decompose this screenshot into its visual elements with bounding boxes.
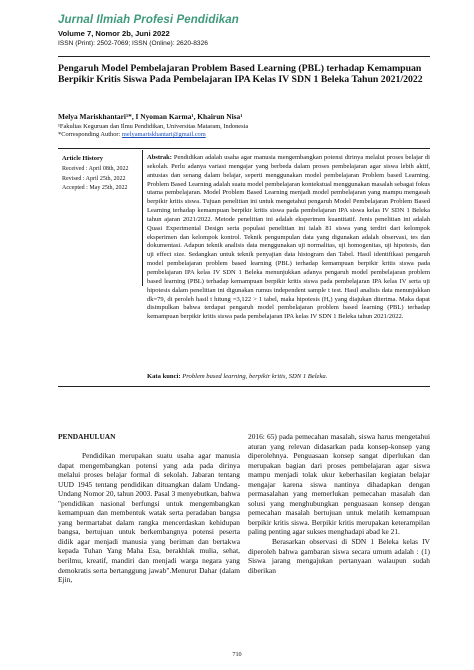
issn-info: ISSN (Print): 2502-7069; ISSN (Online): 2620-8326 bbox=[58, 40, 208, 47]
keywords-label: Kata kunci: bbox=[147, 373, 181, 380]
page-number: 710 bbox=[232, 651, 242, 658]
abstract-top-rule bbox=[58, 148, 430, 149]
paper-title: Pengaruh Model Pembelajaran Problem Based Learning (PBL) terhadap Kemampuan Berpikir Kritis Siswa Pada Pembelajaran IPA Kelas IV SDN 1 Beleka Tahun 2021/2022 bbox=[58, 63, 423, 86]
header-rule bbox=[58, 56, 430, 57]
history-received: Received : April 08th, 2022 bbox=[62, 166, 129, 172]
keywords bbox=[147, 373, 430, 380]
affiliation-block bbox=[58, 123, 248, 139]
right-column bbox=[248, 432, 430, 575]
abstract-text: Pendidikan adalah usaha agar manusia mengembangkan potensi dirinya melalui proses belajar di sekolah. Perlu adanya variasi mengajar yang berbeda dalam proses pembelajaran agar siswa lebih aktif, antusias dan senang dalam belajar, seperti menggunakan model pembelajaran Problem based Learning. Problem Based Learning adalah suatu model pembelajaran kontekstual menggunakan masalah sebagai fokus utama pembelajaran. Model Problem Based Learning menjadi model pembelajaran yang mampu mengasah berpikir kritis siswa. Tujuan penelitian ini untuk mengetahui pengaruh Model Pembelajaran Problem Based Learning terhadap kemampuan berpikir kritis siswa pada pembelajaran IPA siswa kelas IV SDN 1 Beleka tahun ajaran 2021/2022. Metode penelitian ini adalah eksperimen kuantitatif. Jenis penelitian ini adalah Quasi Experimental Design serta populasi penelitian ini ialah 81 siswa yang terdiri dari kelompok eksperimen dan kelompok kontrol. Teknik pengumpulan data yang digunakan adalah observasi, tes dan dokumentasi. Adapun teknik analisis data menggunakan uji normalitas, uji homogenitas, uji hipotesis, dan uji effect size. Sedangkan untuk teknik penyajian data histogram dan Tabel. Hasil identifikasi pengaruh model pembelajaran problem based learning (PBL) terhadap kemampuan berpikir kritis siswa pada pembelajaran IPA kelas IV SDN 1 Beleka menunjukkan adanya pengaruh model pembelajaran problem based learning (PBL) terhadap kemampuan berpikir kritis siswa pada pembelajaran IPA kelas IV serta uji hipotesis dalam penelitian ini digunakan rumus independent sample t test. Hasil analisis data menunjukkan dk=79, di peroleh hasil t hitung =3,122 > 1 tabel, maka hipotesis (Hₐ) yang diajukan diterima. Maka dapat disimpulkan bahwa terdapat pengaruh model pembelajaran problem based learning (PBL) terhadap kemampuan berpikir kritis siswa pada pembelajaran IPA kelas IV SDN 1 Beleka tahun 2021/2022. bbox=[147, 154, 430, 321]
right-paragraph-2: Berasarkan observasi di SDN 1 Beleka kelas IV diperoleh bahwa gambaran siswa secara umum adalah : (1) Siswa jarang mengajukan pertanyaan walaupun sudah diberikan bbox=[248, 537, 430, 575]
history-accepted: Accepted : May 25th, 2022 bbox=[62, 185, 128, 192]
abstract-label: Abstrak: bbox=[147, 154, 172, 161]
intro-paragraph: Pendidikan merupakan suatu usaha agar manusia dapat mengembangkan potensi yang ada pada dirinya melalui proses belajar formal di sekolah. Jabaran tentang UUD 1945 tentang pendidikan dituangkan dalam Undang-Undang Nomor 20, tahun 2003. Pasal 3 menyebutkan, bahwa "pendidikan nasional berfungsi untuk mengembangkan kemampuan dan membentuk watak serta peradaban bangsa yang bermartabat dalam rangka mencerdaskan kehidupan bangsa, bertujuan untuk berkembangnya potensi peserta didik agar menjadi manusia yang beriman dan bertakwa kepada Tuhan Yang Maha Esa, berakhlak mulia, sehat, berilmu, kreatif, mandiri dan menjadi warga negara yang demokratis serta bertanggung jawab".Menurut Dahar (dalam Ejin, bbox=[58, 451, 240, 585]
abstract bbox=[147, 154, 430, 322]
journal-name: Jurnal Ilmiah Profesi Pendidikan bbox=[58, 14, 239, 26]
keywords-text: Problem based learning, berpikir kritis, SDN 1 Beleka. bbox=[182, 373, 328, 380]
left-column bbox=[58, 451, 240, 585]
history-heading: Article History bbox=[62, 155, 103, 162]
section-heading: PENDAHULUAN bbox=[58, 432, 116, 441]
affiliation: ¹Fakultas Keguruan dan Ilmu Pendidikan, Universitas Mataram, Indonesia bbox=[58, 123, 249, 130]
corresponding-email-link[interactable]: melyamariskhantari@gmail.com bbox=[121, 131, 206, 138]
right-paragraph-1: 2016: 65) pada pemecahan masalah, siswa harus mengetahui aturan yang relevan didasarkan pada konsep-konsep yang diperolehnya. Penguasaan konsep sangat diperlukan dan merupakan bagian dari proses pembelajaran agar siswa mampu menjadi tolak ukur keberhasilan kegiatan belajar mengajar karena siswa nantinya dihadapkan dengan permasalahan yang memerlukan pemecahan masalah dan solusi yang menghubungkan penguasaan konsep dengan pemecahan masalah bertujuan untuk melatih kemampuan berpikir kritis siswa. Berpikir kritis merupakan keterampilan paling penting agar sukses menghadapi abad ke 21. bbox=[248, 432, 430, 537]
article-history bbox=[58, 150, 143, 286]
volume-info: Volume 7, Nomor 2b, Juni 2022 bbox=[58, 29, 170, 38]
author-list: Melya Mariskhantari¹*, I Nyoman Karma¹, Khairun Nisa¹ bbox=[58, 112, 243, 121]
corresponding-author bbox=[58, 131, 248, 139]
history-revised: Revised : April 25th, 2022 bbox=[62, 175, 126, 182]
corresponding-label: *Corresponding Author: bbox=[58, 131, 121, 138]
abstract-bottom-rule bbox=[58, 386, 430, 387]
